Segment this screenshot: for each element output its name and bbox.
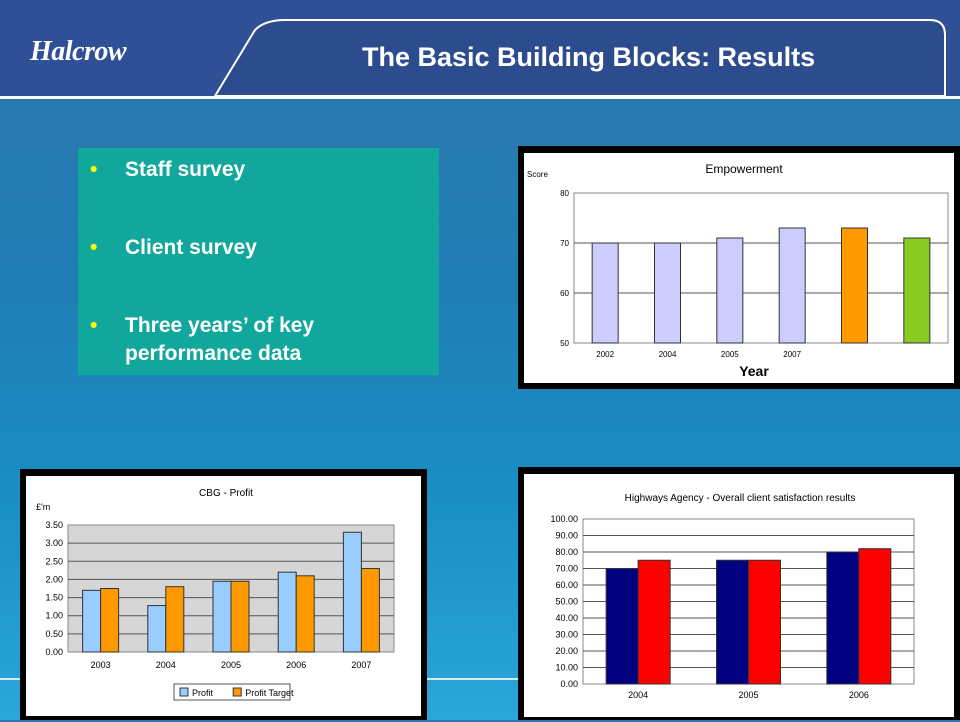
bar xyxy=(638,560,670,684)
legend-swatch xyxy=(233,688,241,696)
y-tick-label: 60 xyxy=(560,289,569,298)
chart-title: CBG - Profit xyxy=(199,488,253,499)
bar xyxy=(361,569,379,652)
y-tick-label: 1.50 xyxy=(45,592,63,603)
x-tick-label: 2004 xyxy=(658,350,677,359)
bar xyxy=(278,572,296,652)
legend-label: Profit Target xyxy=(245,688,294,698)
bar xyxy=(213,581,231,652)
x-tick-label: 2003 xyxy=(90,660,111,670)
y-tick-label: 70.00 xyxy=(555,563,578,574)
bar xyxy=(592,243,618,343)
y-tick-label: 70 xyxy=(560,239,569,248)
bar xyxy=(859,549,891,684)
y-tick-label: 2.00 xyxy=(45,574,63,585)
bar xyxy=(717,238,743,343)
bar xyxy=(166,587,184,652)
y-tick-label: 50.00 xyxy=(555,596,578,607)
x-tick-label: 2006 xyxy=(848,690,869,700)
y-axis-label: Score xyxy=(527,170,548,179)
empowerment-chart-frame xyxy=(518,146,960,389)
bar xyxy=(606,569,638,685)
y-tick-label: 80 xyxy=(560,189,569,198)
bar xyxy=(749,560,781,684)
y-tick-label: 100.00 xyxy=(550,514,578,524)
bar xyxy=(148,606,166,652)
header-divider xyxy=(0,96,960,99)
x-tick-label: 2005 xyxy=(720,350,739,359)
bullet-box xyxy=(78,148,439,375)
bar xyxy=(904,238,930,343)
bullet-dot-icon: • xyxy=(90,314,98,337)
bar xyxy=(655,243,681,343)
bar xyxy=(101,589,119,653)
bar xyxy=(842,228,868,343)
y-tick-label: 80.00 xyxy=(555,547,578,557)
x-tick-label: 2002 xyxy=(596,350,615,359)
header-bar xyxy=(0,0,960,96)
bar xyxy=(296,576,314,652)
bullet-dot-icon: • xyxy=(90,236,98,259)
x-tick-label: 2005 xyxy=(220,660,242,670)
bar xyxy=(827,552,859,684)
x-tick-label: 2004 xyxy=(628,690,649,700)
y-tick-label: 60.00 xyxy=(555,580,578,590)
chart-title: Empowerment xyxy=(705,162,783,176)
bar xyxy=(779,228,805,343)
y-tick-label: 40.00 xyxy=(555,613,578,623)
y-tick-label: 50 xyxy=(560,339,569,348)
satisfaction-chart-frame xyxy=(518,467,960,720)
profit-chart xyxy=(26,476,421,716)
bullet-dot-icon: • xyxy=(90,158,98,181)
empowerment-chart xyxy=(524,153,954,383)
halcrow-logo: Halcrow xyxy=(30,36,127,67)
y-tick-label: 30.00 xyxy=(555,629,578,640)
x-axis-label: Year xyxy=(739,363,769,379)
satisfaction-chart xyxy=(524,474,954,717)
bar xyxy=(231,581,249,652)
y-tick-label: 2.50 xyxy=(45,556,63,567)
x-tick-label: 2007 xyxy=(783,350,802,359)
x-tick-label: 2006 xyxy=(286,660,307,670)
y-tick-label: 0.00 xyxy=(45,647,63,657)
x-tick-label: 2004 xyxy=(155,660,176,670)
y-tick-label: 0.50 xyxy=(45,628,63,639)
y-tick-label: 10.00 xyxy=(555,662,578,673)
slide-title: The Basic Building Blocks: Results xyxy=(362,42,816,72)
bullet-text: Client survey xyxy=(125,236,257,259)
y-tick-label: 90.00 xyxy=(555,530,578,541)
bullet-text: Staff survey xyxy=(125,158,246,181)
plot-area xyxy=(574,193,948,343)
legend-label: Profit xyxy=(192,688,214,698)
y-tick-label: 20.00 xyxy=(555,646,578,656)
y-tick-label: 3.50 xyxy=(45,520,63,530)
profit-chart-frame xyxy=(20,469,427,720)
y-tick-label: 0.00 xyxy=(560,679,578,689)
bullet-text: Three years’ of key performance data xyxy=(125,314,315,365)
bar xyxy=(343,532,361,652)
bar xyxy=(717,560,749,684)
y-axis-label: £'m xyxy=(36,502,51,512)
x-tick-label: 2005 xyxy=(738,690,759,700)
y-tick-label: 3.00 xyxy=(45,538,63,549)
x-tick-label: 2007 xyxy=(351,660,372,670)
bar xyxy=(83,590,101,652)
y-tick-label: 1.00 xyxy=(45,610,63,621)
legend-swatch xyxy=(180,688,188,696)
chart-title: Highways Agency - Overall client satisfaction results xyxy=(624,493,856,504)
